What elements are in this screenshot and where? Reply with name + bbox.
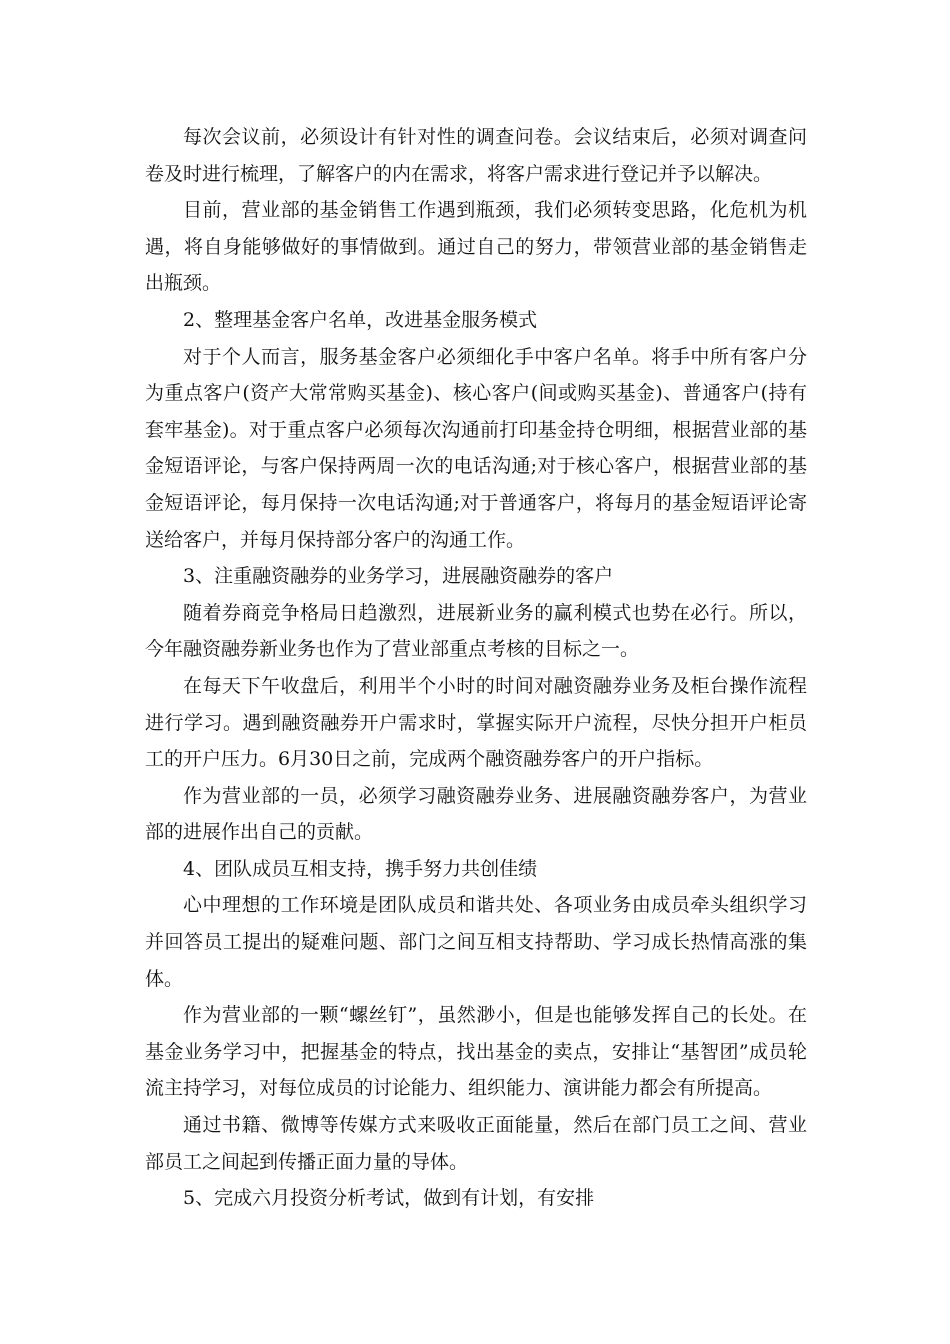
section-heading-5: 5、完成六月投资分析考试，做到有计划，有安排 [183,1187,595,1210]
paragraph-positive-energy: 通过书籍、微博等传媒方式来吸收正面能量，然后在部门员工之间、营业部员工之间起到传播正面力量的导体。 [145,1114,807,1173]
paragraph-screw: 作为营业部的一颗“螺丝钉”，虽然渺小，但是也能够发挥自己的长处。在基金业务学习中，把握基金的特点，找出基金的卖点，安排让“基智团”成员轮流主持学习，对每位成员的讨论能力、组织能力、演讲能力都会有所提高。 [145,1004,807,1100]
section-heading-4: 4、团队成员互相支持，携手努力共创佳绩 [183,857,538,880]
paragraph-member-role: 作为营业部的一员，必须学习融资融券业务、进展融资融券客户，为营业部的进展作出自己的贡献。 [145,784,807,844]
document-body [145,119,807,1217]
paragraph-bottleneck: 目前，营业部的基金销售工作遇到瓶颈，我们必须转变思路，化危机为机遇，将自身能够做好的事情做到。通过自己的努力，带领营业部的基金销售走出瓶颈。 [145,199,807,295]
section-heading-2: 2、整理基金客户名单，改进基金服务模式 [183,308,538,331]
paragraph-ideal-environment: 心中理想的工作环境是团队成员和谐共处、各项业务由成员牵头组织学习并回答员工提出的疑难问题、部门之间互相支持帮助、学习成长热情高涨的集体。 [145,894,807,990]
section-heading-3: 3、注重融资融券的业务学习，进展融资融券的客户 [183,565,614,588]
paragraph-competition: 随着券商竞争格局日趋激烈，进展新业务的赢利模式也势在必行。所以，今年融资融券新业务也作为了营业部重点考核的目标之一。 [145,601,807,661]
paragraph-daily-study: 在每天下午收盘后，利用半个小时的时间对融资融券业务及柜台操作流程进行学习。遇到融资融券开户需求时，掌握实际开户流程，尽快分担开户柜员工的开户压力。6月30日之前，完成两个融资融券客户的开户指标。 [145,674,807,771]
paragraph-client-list: 对于个人而言，服务基金客户必须细化手中客户名单。将手中所有客户分为重点客户(资产大常常购买基金)、核心客户(间或购买基金)、普通客户(持有套牢基金)。对于重点客户必须每次沟通前打印基金持仓明细，根据营业部的基金短语评论，与客户保持两周一次的电话沟通;对于核心客户，根据营业部的基金短语评论，每月保持一次电话沟通;对于普通客户，将每月的基金短语评论寄送给客户，并每月保持部分客户的沟通工作。 [145,345,807,551]
paragraph-survey: 每次会议前，必须设计有针对性的调查问卷。会议结束后，必须对调查问卷及时进行梳理，了解客户的内在需求，将客户需求进行登记并予以解决。 [145,126,807,185]
